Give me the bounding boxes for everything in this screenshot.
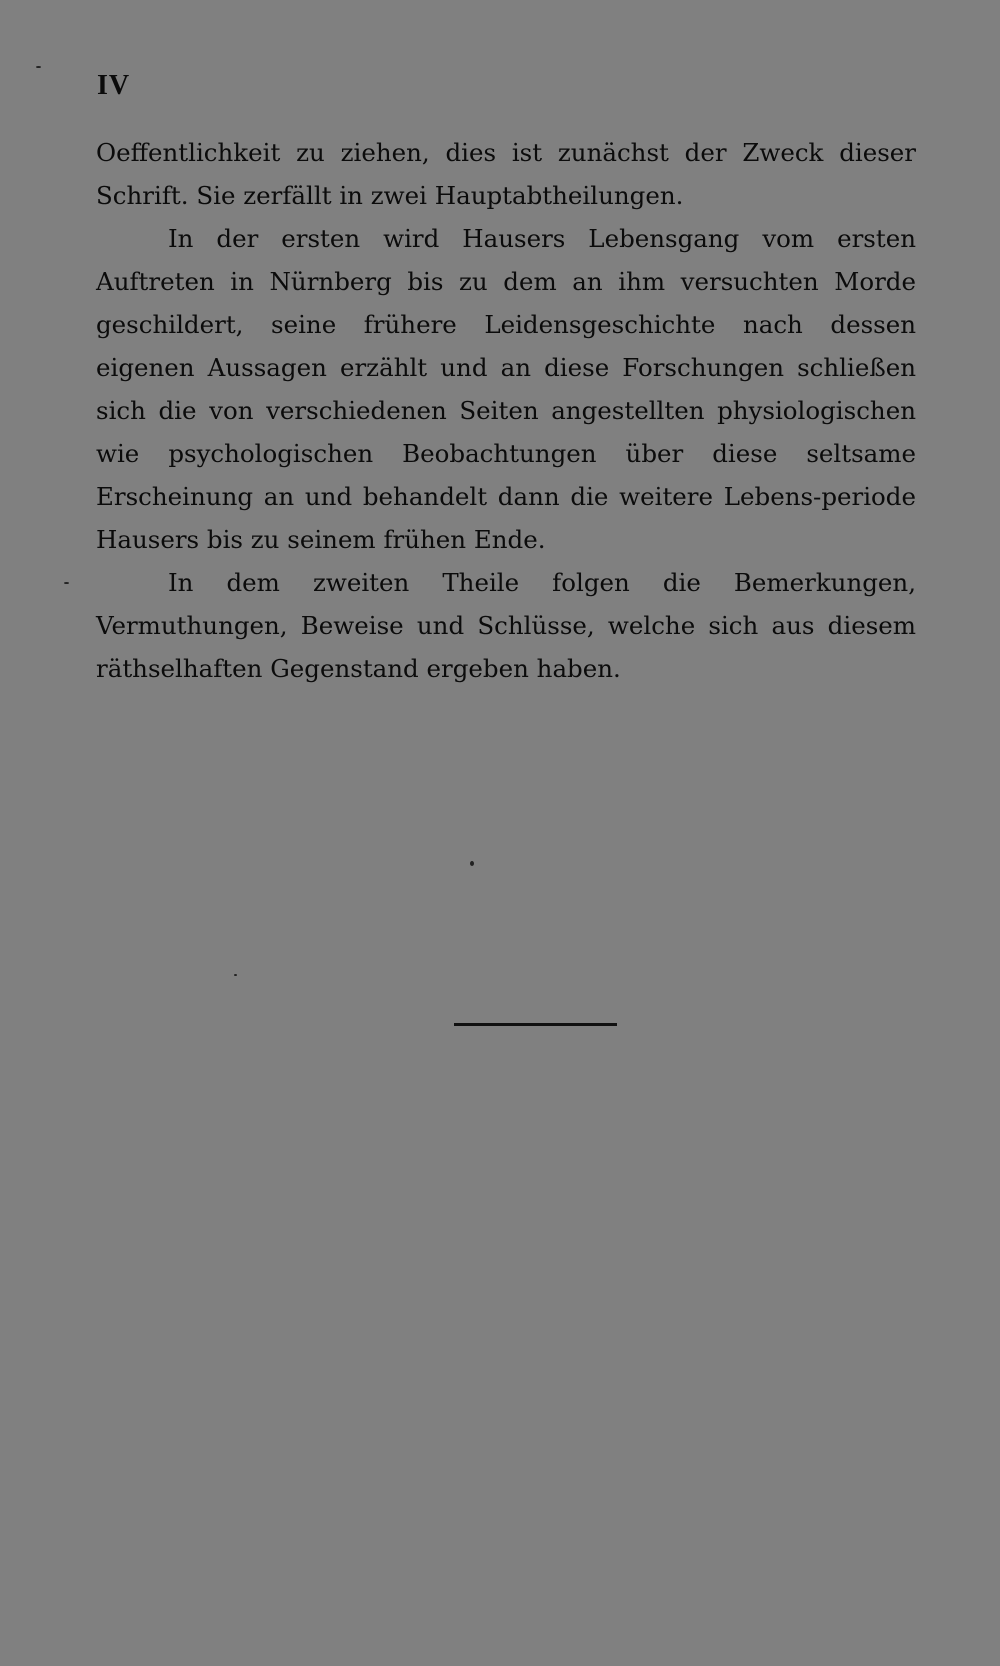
scan-speck <box>470 861 474 866</box>
section-divider-rule <box>454 1023 617 1026</box>
paragraph-3: In dem zweiten Theile folgen die Bemerkungen, Vermuthungen, Beweise und Schlüsse, welche sich aus diesem räthselhaften Gegenstand ergeben haben. <box>96 568 916 683</box>
scan-speck <box>64 582 69 584</box>
page-number: IV <box>97 70 131 101</box>
paragraph-2: In der ersten wird Hausers Lebensgang vom ersten Auftreten in Nürnberg bis zu dem an ihm versuchten Morde geschildert, seine frühere Leidensgeschichte nach dessen eigenen Aussagen erzählt und an diese Forschungen schließen sich die von verschiedenen Seiten angestellten physiologischen wie psychologischen Beobachtungen über diese seltsame Erscheinung an und behandelt dann die weitere Lebens-periode Hausers bis zu seinem frühen Ende. <box>96 224 916 554</box>
scan-speck <box>234 974 237 976</box>
paragraph-1: Oeffentlichkeit zu ziehen, dies ist zunächst der Zweck dieser Schrift. Sie zerfällt in zwei Hauptabtheilungen. <box>96 138 916 210</box>
scan-speck <box>36 66 41 68</box>
body-text <box>96 131 916 690</box>
